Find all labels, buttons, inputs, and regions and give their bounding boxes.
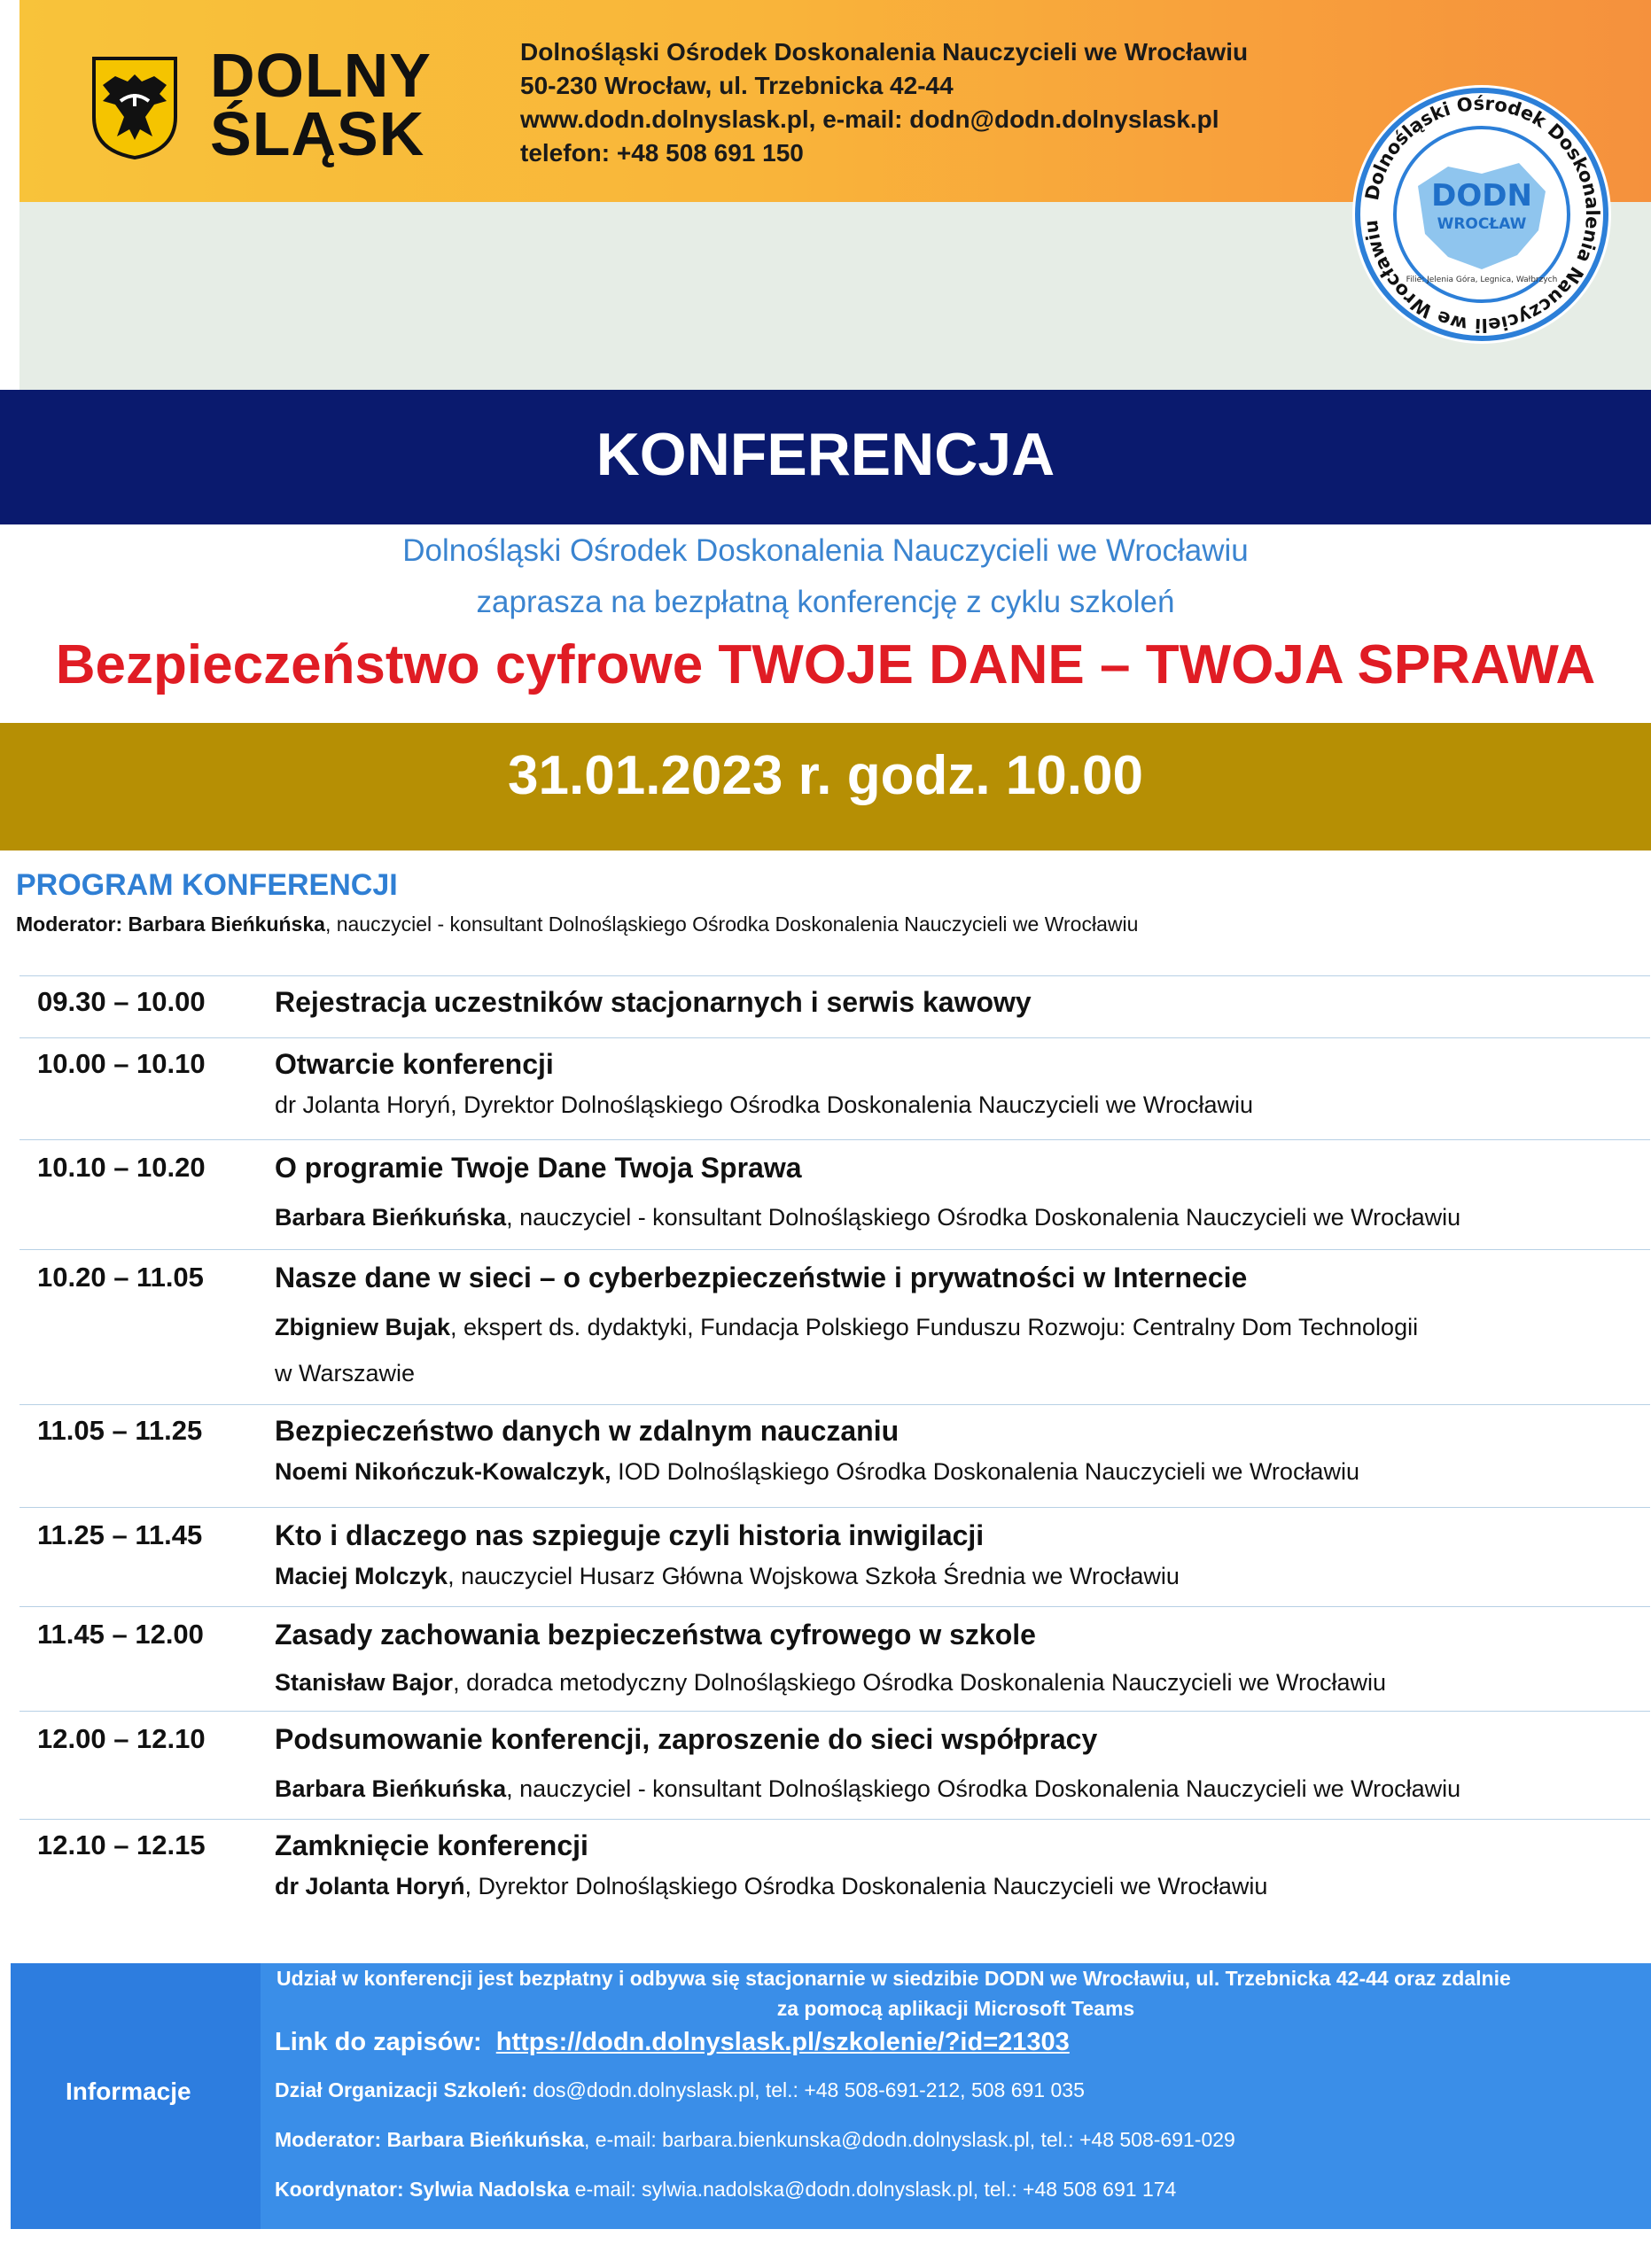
coordinator-label: Koordynator: Sylwia Nadolska [275,2178,570,2201]
program-row [19,1711,1650,1819]
row-topic: Zasady zachowania bezpieczeństwa cyfrowego w szkole [275,1619,1036,1651]
seal-center-wroclaw: WROCŁAW [1437,215,1527,233]
row-time: 11.05 – 11.25 [37,1415,203,1446]
conference-title-bar [0,390,1651,524]
speaker-name: Barbara Bieńkuńska [275,1775,507,1802]
speaker-role: , ekspert ds. dydaktyki, Fundacja Polskiego Funduszu Rozwoju: Centralny Dom Technologii [450,1314,1419,1340]
row-time: 09.30 – 10.00 [37,986,206,1017]
row-topic: Nasze dane w sieci – o cyberbezpieczeństwie i prywatności w Internecie [275,1262,1248,1293]
program-row [19,1404,1650,1507]
row-time: 10.10 – 10.20 [37,1152,206,1183]
program-row [19,1606,1650,1711]
row-topic: O programie Twoje Dane Twoja Sprawa [275,1152,802,1184]
row-speaker [275,1766,1460,1812]
registration-link-row [275,2028,1070,2057]
speaker-name: Stanisław Bajor [275,1669,454,1696]
row-topic: Kto i dlaczego nas szpieguje czyli historia inwigilacji [275,1519,985,1551]
program-row [19,1507,1650,1606]
row-speaker [275,1304,1418,1396]
moderator-contact-label: Moderator: Barbara Bieńkuńska [275,2128,584,2151]
contact-address: 50-230 Wrocław, ul. Trzebnicka 42-44 [520,72,954,99]
moderator-rest: , nauczyciel - konsultant Dolnośląskiego Ośrodka Doskonalenia Nauczycieli we Wrocławiu [324,913,1139,936]
row-speaker [275,1194,1460,1240]
registration-link-label: Link do zapisów: [275,2028,482,2056]
speaker-role: , nauczyciel Husarz Główna Wojskowa Szkoła Średnia we Wrocławiu [448,1563,1180,1589]
seal-small-text: Filie: Jelenia Góra, Legnica, Wałbrzych [1406,276,1558,284]
moderator-contact[interactable]: , e-mail: barbara.bienkunska@dodn.dolnyslask.pl, tel.: +48 508-691-029 [583,2128,1235,2151]
row-speaker [275,1449,1359,1495]
contact-block [520,35,1248,170]
row-topic: Bezpieczeństwo danych w zdalnym nauczaniu [275,1415,899,1447]
speaker-name: Noemi Nikończuk-Kowalczyk, [275,1458,611,1485]
brand-line2: ŚLĄSK [210,99,425,168]
brand-logotype [210,41,432,168]
brand-line1: DOLNY [210,41,432,110]
dept-contact[interactable]: dos@dodn.dolnyslask.pl, tel.: +48 508-691-212, 508 691 035 [527,2078,1085,2101]
moderator-label: Moderator: Barbara Bieńkuńska [16,913,325,936]
information-label: Informacje [66,2078,191,2105]
speaker-name: dr Jolanta Horyń [275,1873,465,1899]
program-row [19,1249,1650,1404]
information-label-cell [11,1963,261,2229]
row-speaker [275,1863,1267,1909]
speaker-role: , nauczyciel - konsultant Dolnośląskiego Ośrodka Doskonalenia Nauczycieli we Wrocławiu [506,1775,1461,1802]
row-speaker [275,1659,1386,1705]
dodn-seal-logo [1349,82,1615,347]
program-row [19,1819,1650,1925]
row-time: 11.25 – 11.45 [37,1519,203,1550]
speaker-name: Maciej Molczyk [275,1563,448,1589]
seal-center-dodn: DODN [1431,178,1532,214]
row-speaker [275,1082,1253,1128]
intro-line-1: Dolnośląski Ośrodek Doskonalenia Nauczycieli we Wrocławiu [402,533,1249,568]
registration-link[interactable]: https://dodn.dolnyslask.pl/szkolenie/?id=21303 [495,2028,1070,2056]
speaker-name: Zbigniew Bujak [275,1314,451,1340]
contact-org: Dolnośląski Ośrodek Doskonalenia Nauczycieli we Wrocławiu [520,38,1249,66]
speaker-role: , nauczyciel - konsultant Dolnośląskiego Ośrodka Doskonalenia Nauczycieli we Wrocławiu [506,1204,1461,1231]
info-moderator-row [275,2128,1235,2152]
info-note-line1: Udział w konferencji jest bezpłatny i odbywa się stacjonarnie w siedzibie DODN we Wrocławiu, ul. Trzebnicka 42-44 oraz zdalnie [276,1967,1511,1990]
speaker-role: , doradca metodyczny Dolnośląskiego Ośrodka Doskonalenia Nauczycieli we Wrocławiu [453,1669,1387,1696]
conference-date: 31.01.2023 r. godz. 10.00 [508,745,1143,806]
row-time: 10.20 – 11.05 [37,1262,204,1293]
row-topic: Podsumowanie konferencji, zaproszenie do sieci współpracy [275,1723,1098,1755]
info-note-line2: za pomocą aplikacji Microsoft Teams [776,1997,1135,2020]
row-topic: Rejestracja uczestników stacjonarnych i serwis kawowy [275,986,1032,1018]
coordinator-contact[interactable]: e-mail: sylwia.nadolska@dodn.dolnyslask.pl, tel.: +48 508 691 174 [569,2178,1177,2201]
information-box [11,1963,1651,2229]
program-row [19,1139,1650,1249]
row-time: 11.45 – 12.00 [37,1619,204,1650]
speaker-name: Barbara Bieńkuńska [275,1204,507,1231]
info-dept-row [275,2078,1085,2102]
conference-title: KONFERENCJA [596,421,1055,488]
row-speaker [275,1553,1180,1599]
row-time: 12.10 – 12.15 [37,1829,206,1860]
contact-phone: telefon: +48 508 691 150 [520,139,804,167]
contact-web-email[interactable]: www.dodn.dolnyslask.pl, e-mail: dodn@dodn.dolnyslask.pl [520,105,1219,133]
speaker-role: IOD Dolnośląskiego Ośrodka Doskonalenia Nauczycieli we Wrocławiu [611,1458,1359,1485]
seal-ring-text: Dolnośląski Ośrodek Doskonalenia Nauczycieli we Wrocławiu [1360,92,1604,337]
row-time: 12.00 – 12.10 [37,1723,206,1754]
conference-main-title: Bezpieczeństwo cyfrowe TWOJE DANE – TWOJA SPRAWA [55,634,1596,695]
info-coordinator-row [275,2178,1176,2202]
intro-line-2: zaprasza na bezpłatną konferencję z cyklu szkoleń [476,585,1175,619]
program-row [19,1037,1650,1139]
speaker-role: , Dyrektor Dolnośląskiego Ośrodka Doskonalenia Nauczycieli we Wrocławiu [464,1873,1268,1899]
program-moderator [16,913,1138,936]
row-topic: Otwarcie konferencji [275,1048,554,1080]
row-topic: Zamknięcie konferencji [275,1829,588,1861]
speaker-role-line2: w Warszawie [275,1360,416,1386]
date-bar [0,723,1651,850]
program-heading: PROGRAM KONFERENCJI [16,868,398,902]
dept-label: Dział Organizacji Szkoleń: [275,2078,528,2101]
speaker-role: dr Jolanta Horyń, Dyrektor Dolnośląskiego Ośrodka Doskonalenia Nauczycieli we Wrocławiu [275,1091,1253,1118]
letterhead [19,0,1651,390]
program-row [19,975,1650,1037]
eagle-crest-icon [90,55,179,159]
row-time: 10.00 – 10.10 [37,1048,206,1079]
